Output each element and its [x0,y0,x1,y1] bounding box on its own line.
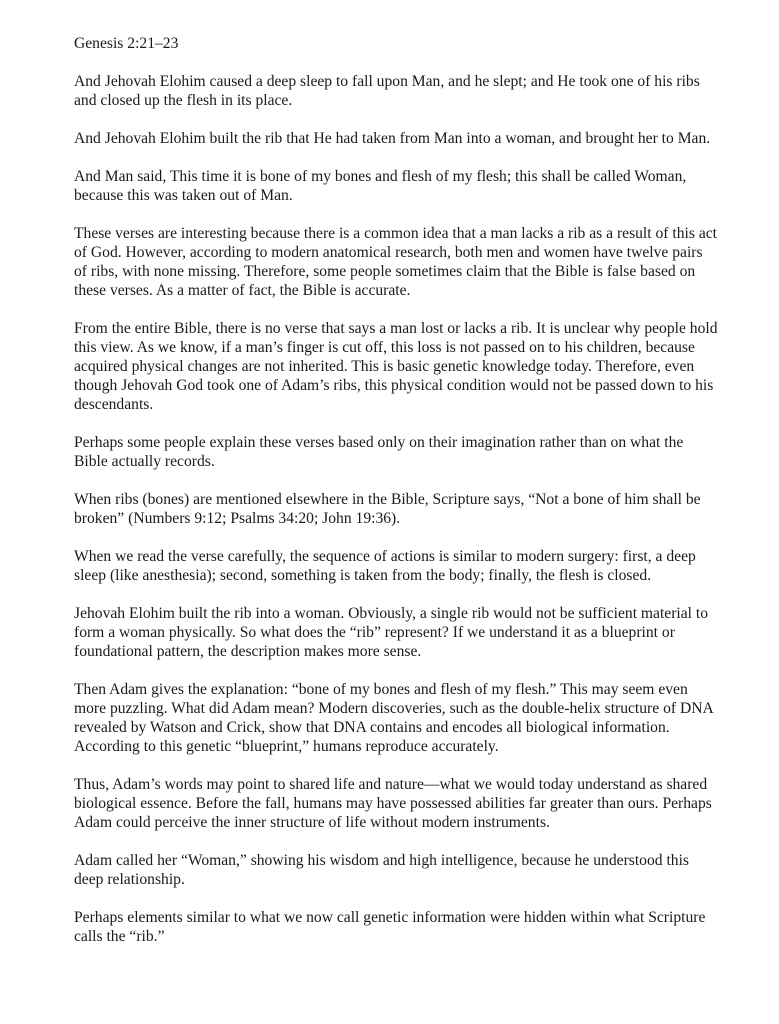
paragraph-imagination: Perhaps some people explain these verses based only on their imagination rather than on what the Bible actually records. [74,434,684,470]
paragraph-genetic-info: Perhaps elements similar to what we now call genetic information were hidden within what Scripture calls the “rib.” [74,909,706,945]
paragraph-bones-mentioned: When ribs (bones) are mentioned elsewhere in the Bible, Scripture says, “Not a bone of him shall be broken” (Numbers 9:12; Psalms 34:20; John 19:36). [74,491,701,527]
paragraph-shared-nature: Thus, Adam’s words may point to shared life and nature—what we would today understand as shared biological essence. Before the fall, humans may have possessed abilities far greater than ours. Perhaps Adam could perceive the inner structure of life without modern instruments. [74,776,712,831]
paragraph-verse-22: And Jehovah Elohim built the rib that He had taken from Man into a woman, and brought her to Man. [74,130,711,147]
paragraph-verse-21: And Jehovah Elohim caused a deep sleep to fall upon Man, and he slept; and He took one of his ribs and closed up the flesh in its place. [74,73,700,109]
paragraph-common-idea: These verses are interesting because there is a common idea that a man lacks a rib as a result of this act of God. However, according to modern anatomical research, both men and women have twelve pairs of ribs, with none missing. Therefore, some people sometimes claim that the Bible is false based on these verses. As a matter of fact, the Bible is accurate. [74,225,717,299]
paragraph-verse-23: And Man said, This time it is bone of my bones and flesh of my flesh; this shall be called Woman, because this was taken out of Man. [74,168,687,204]
paragraph-blueprint: Jehovah Elohim built the rib into a woman. Obviously, a single rib would not be sufficient material to form a woman physically. So what does the “rib” represent? If we understand it as a blueprint or foundational pattern, the description makes more sense. [74,605,709,660]
document-heading: Genesis 2:21–23 [74,35,179,52]
paragraph-dna: Then Adam gives the explanation: “bone of my bones and flesh of my flesh.” This may seem even more puzzling. What did Adam mean? Modern discoveries, such as the double-helix structure of DNA revealed by Watson and Crick, show that DNA contains and encodes all biological information. According to this genetic “blueprint,” humans reproduce accurately. [74,681,713,755]
paragraph-no-verse: From the entire Bible, there is no verse that says a man lost or lacks a rib. It is unclear why people hold this view. As we know, if a man’s finger is cut off, this loss is not passed on to his children, because acquired physical changes are not inherited. This is basic genetic knowledge today. Therefore, even though Jehovah God took one of Adam’s ribs, this physical condition would not be passed down to his descendants. [74,320,718,413]
paragraph-woman: Adam called her “Woman,” showing his wisdom and high intelligence, because he understood this deep relationship. [74,852,689,888]
paragraph-surgery: When we read the verse carefully, the sequence of actions is similar to modern surgery: first, a deep sleep (like anesthesia); second, something is taken from the body; finally, the flesh is closed. [74,548,696,584]
